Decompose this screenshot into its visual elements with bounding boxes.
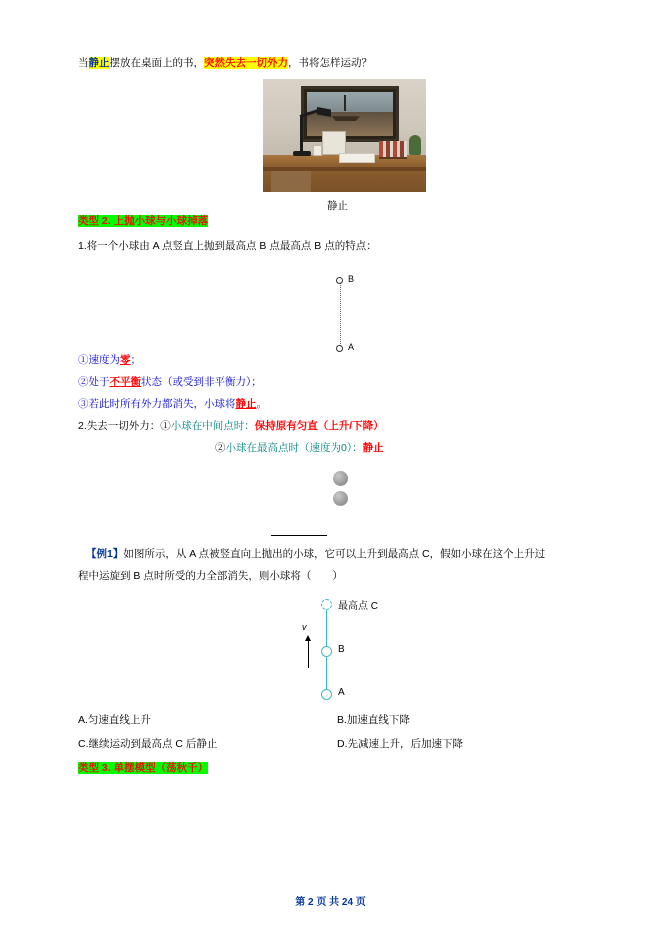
type2-item-2 [78,375,262,390]
chair-shape [271,171,311,192]
example1-text-1: 如图所示，从 A 点被竖直向上抛出的小球，它可以上升到最高点 C，假如小球在这个上升过 [123,548,546,560]
item2-post: 状态（或受到非平衡力）； [141,376,262,388]
q1-part3: ，书将怎样运动？ [288,57,372,69]
type2-heading [78,214,208,229]
type2-line-3 [215,441,384,456]
line2-mid: 小球在中间点时： [170,420,255,432]
example1-option-b: B.加速直线下降 [337,714,410,726]
trajectory-dotted-line [340,280,341,348]
photo-caption: 静止 [327,200,348,212]
point-b-label: B [338,644,345,655]
grey-ball-lower [333,491,348,506]
item3-pre: ③若此时所有外力都消失，小球将 [78,398,236,410]
grey-ball-upper [333,471,348,486]
plant-icon [409,135,421,155]
item1-post: ； [130,354,141,366]
item2-pre: ②处于 [78,376,110,388]
example1-line-1 [86,547,545,562]
ball-top-circle [336,277,343,284]
ball-bottom-label: A [348,342,355,352]
velocity-arrow [308,638,309,668]
picture-frame-icon [301,86,399,142]
item1-pre: ①速度为 [78,354,120,366]
q1-part2: 摆放在桌面上的书， [109,57,204,69]
q1-highlight-stillness: 静止 [88,57,110,69]
line3-mid: 小球在最高点时（速度为0）： [225,442,363,454]
point-c-label: 最高点 C [338,601,378,612]
example1-option-c: C.继续运动到最高点 C 后静止 [78,738,218,750]
mast-shape [344,95,346,111]
type2-line-2 [78,419,384,434]
question-line-1 [78,56,372,71]
example1-tag: 【例1】 [86,548,124,560]
type2-line-1: 1.将一个小球由 A 点竖直上抛到最高点 B 点最高点 B 点的特点： [78,240,377,252]
books-icon [379,141,407,159]
grey-balls-diagram [333,471,348,511]
desk-photo [263,79,426,192]
divider-rule [271,535,327,536]
item3-highlight: 静止 [235,398,257,410]
point-a-label: A [338,687,345,698]
type2-item-3 [78,397,267,412]
item1-highlight: 零 [120,354,131,366]
type2-item-1 [78,353,141,368]
open-book-icon [339,153,375,163]
type2-heading-label: 类型 2. 上抛小球与小球掉落 [78,215,209,227]
point-b-circle [321,646,332,657]
lamp-arm [300,117,303,153]
cup-icon [313,145,322,156]
type3-heading [78,761,208,776]
ball-toss-diagram [336,274,376,354]
example1-option-a: A.匀速直线上升 [78,714,151,726]
q1-part1: 当 [78,57,89,69]
page-footer: 第 2 页 共 24 页 [295,897,366,908]
type3-heading-label: 类型 3. 单摆模型（荡秋千） [78,762,209,774]
example1-option-d: D.先减速上升，后加速下降 [337,738,463,750]
point-a-circle [321,689,332,700]
item3-post: 。 [256,398,267,410]
example1-diagram [300,596,420,708]
line2-highlight: 保持原有匀直（上升/下降） [254,420,384,432]
ball-bottom-circle [336,345,343,352]
monitor-icon [322,131,346,155]
q1-highlight-lose-forces: 突然失去一切外力 [204,57,288,69]
ball-top-label: B [348,274,355,284]
line3-pre: ② [215,442,226,454]
point-c-circle [321,599,332,610]
line2-pre: 2.失去一切外力：① [78,420,171,432]
item2-highlight: 不平衡 [109,376,141,388]
example1-line-2: 程中运旋到 B 点时所受的力全部消失，则小球将（ ） [78,570,343,582]
velocity-label: v [302,622,307,632]
line3-highlight: 静止 [362,442,384,454]
